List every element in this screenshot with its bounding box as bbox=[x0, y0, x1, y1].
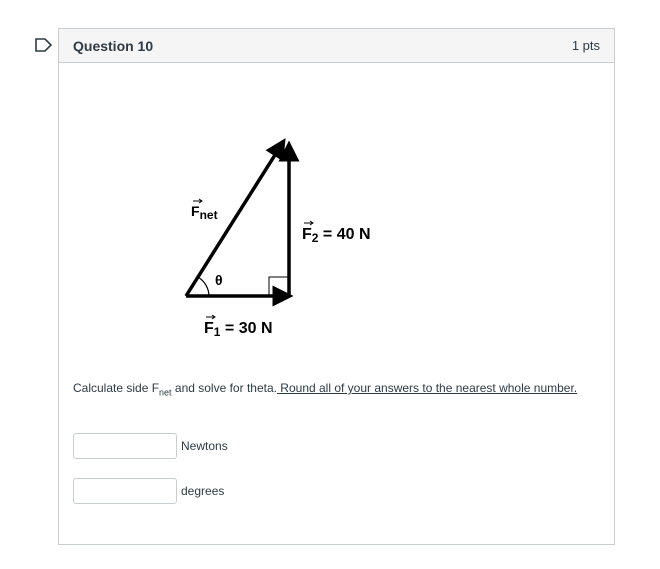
prompt-emphasis: Round all of your answers to the nearest whole number. bbox=[276, 381, 578, 395]
svg-text:F1 = 30 N: F1 = 30 N bbox=[204, 320, 273, 339]
question-header bbox=[59, 29, 614, 63]
right-angle-marker bbox=[269, 277, 289, 296]
question-card bbox=[58, 28, 615, 545]
prompt-subscript: net bbox=[159, 387, 172, 398]
newtons-unit-label: Newtons bbox=[181, 439, 228, 453]
f2-label bbox=[302, 221, 371, 245]
question-prompt bbox=[73, 381, 577, 397]
force-vector-diagram bbox=[179, 127, 419, 347]
fnet-label bbox=[191, 199, 218, 222]
svg-text:F2 = 40 N: F2 = 40 N bbox=[302, 226, 371, 245]
degrees-unit-label: degrees bbox=[181, 484, 225, 498]
svg-text:Fnet: Fnet bbox=[191, 203, 218, 222]
bookmark-icon[interactable] bbox=[34, 38, 54, 52]
answer-row-degrees bbox=[73, 478, 224, 504]
prompt-text: Calculate side F bbox=[73, 381, 160, 395]
degrees-input[interactable] bbox=[73, 478, 177, 504]
question-title: Question 10 bbox=[73, 37, 154, 54]
question-points: 1 pts bbox=[571, 38, 600, 53]
angle-label: θ bbox=[215, 272, 223, 288]
angle-arc bbox=[198, 277, 209, 296]
f1-label bbox=[204, 315, 273, 339]
newtons-input[interactable] bbox=[73, 433, 177, 459]
answer-row-newtons bbox=[73, 433, 228, 459]
prompt-text-after: and solve for theta. bbox=[171, 381, 277, 395]
